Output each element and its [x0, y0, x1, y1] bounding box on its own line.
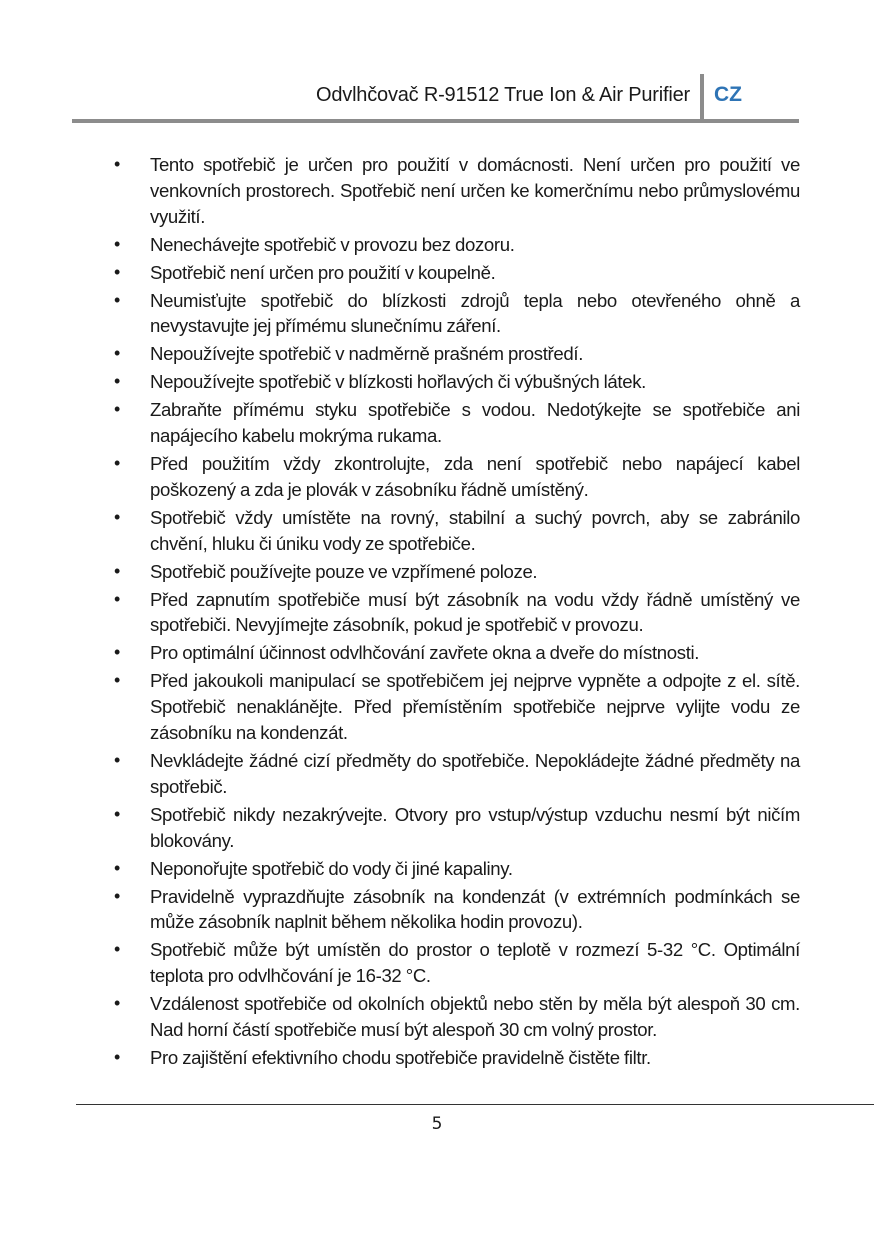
bullet-icon: •	[114, 453, 120, 474]
list-item	[110, 152, 800, 229]
list-item	[110, 505, 800, 557]
bullet-icon: •	[114, 560, 120, 581]
list-item	[110, 260, 800, 286]
list-item-text: Nepoužívejte spotřebič v blízkosti hořlavých či výbušných látek.	[150, 371, 646, 393]
list-item-text: Pro optimální účinnost odvlhčování zavřete okna a dveře do místnosti.	[150, 642, 700, 664]
list-item	[110, 587, 800, 639]
list-item-text: Spotřebič není určen pro použití v koupelně.	[150, 261, 496, 283]
safety-instructions-list	[110, 152, 800, 1073]
list-item-text: Spotřebič vždy umístěte na rovný, stabilní a suchý povrch, aby se zabránilo chvění, hluku či úniku vody ze spotřebiče.	[150, 506, 800, 554]
bullet-icon: •	[114, 803, 120, 824]
bullet-icon: •	[114, 371, 120, 392]
page-number: 5	[431, 1114, 443, 1134]
list-item	[110, 856, 800, 882]
bullet-icon: •	[114, 749, 120, 770]
list-item-text: Neumisťujte spotřebič do blízkosti zdrojů tepla nebo otevřeného ohně a nevystavujte jej přímému slunečnímu záření.	[150, 289, 800, 337]
list-item	[110, 559, 800, 585]
header-rule	[72, 119, 799, 123]
list-item	[110, 937, 800, 989]
list-item	[110, 884, 800, 936]
bullet-icon: •	[114, 261, 120, 282]
list-item-text: Neponořujte spotřebič do vody či jiné kapaliny.	[150, 857, 513, 879]
bullet-icon: •	[114, 642, 120, 663]
language-code: CZ	[714, 83, 742, 106]
list-item-text: Nevkládejte žádné cizí předměty do spotřebiče. Nepokládejte žádné předměty na spotřebič.	[150, 749, 800, 797]
bullet-icon: •	[114, 1046, 120, 1067]
list-item-text: Tento spotřebič je určen pro použití v domácnosti. Není určen pro použití ve venkovních prostorech. Spotřebič není určen ke komerčnímu nebo průmyslovému využití.	[150, 154, 800, 227]
bullet-icon: •	[114, 857, 120, 878]
list-item-text: Před zapnutím spotřebiče musí být zásobník na vodu vždy řádně umístěný ve spotřebiči. Nevyjímejte zásobník, pokud je spotřebič v provozu.	[150, 588, 800, 636]
list-item-text: Vzdálenost spotřebiče od okolních objektů nebo stěn by měla být alespoň 30 cm. Nad horní částí spotřebiče musí být alespoň 30 cm volný prostor.	[150, 993, 800, 1040]
list-item	[110, 748, 800, 800]
list-item-text: Před jakoukoli manipulací se spotřebičem jej nejprve vypněte a odpojte z el. sítě. Spotřebič nenaklánějte. Před přemístěním spotřebiče nejprve vylijte vodu ze zásobníku na kondenzát.	[150, 670, 800, 743]
header-title: Odvlhčovač R-91512 True Ion & Air Purifier	[315, 84, 690, 106]
list-item	[110, 288, 800, 340]
list-item	[110, 991, 800, 1043]
header-separator	[700, 74, 704, 122]
list-item-text: Pro zajištění efektivního chodu spotřebiče pravidelně čistěte filtr.	[150, 1046, 651, 1068]
list-item	[110, 802, 800, 854]
list-item-text: Zabraňte přímému styku spotřebiče s vodou. Nedotýkejte se spotřebiče ani napájecího kabelu mokrýma rukama.	[150, 399, 800, 447]
bullet-icon: •	[114, 885, 120, 906]
list-item	[110, 397, 800, 449]
list-item-text: Spotřebič nikdy nezakrývejte. Otvory pro vstup/výstup vzduchu nesmí být ničím blokovány.	[150, 803, 800, 851]
bullet-icon: •	[114, 289, 120, 310]
page-header	[0, 70, 874, 122]
list-item	[110, 232, 800, 258]
list-item-text: Spotřebič může být umístěn do prostor o teplotě v rozmezí 5-32 °C. Optimální teplota pro odvlhčování je 16-32 °C.	[150, 939, 800, 987]
list-item	[110, 1045, 800, 1071]
bullet-icon: •	[114, 399, 120, 420]
bullet-icon: •	[114, 993, 120, 1014]
list-item-text: Nenechávejte spotřebič v provozu bez dozoru.	[150, 233, 515, 255]
bullet-icon: •	[114, 343, 120, 364]
list-item	[110, 640, 800, 666]
list-item	[110, 341, 800, 367]
bullet-icon: •	[114, 939, 120, 960]
list-item	[110, 451, 800, 503]
bullet-icon: •	[114, 670, 120, 691]
list-item-text: Spotřebič používejte pouze ve vzpřímené poloze.	[150, 560, 538, 582]
list-item-text: Pravidelně vyprazdňujte zásobník na kondenzát (v extrémních podmínkách se může zásobník naplnit během několika hodin provozu).	[150, 885, 800, 933]
list-item-text: Před použitím vždy zkontrolujte, zda není spotřebič nebo napájecí kabel poškozený a zda je plovák v zásobníku řádně umístěný.	[150, 453, 800, 500]
list-item	[110, 668, 800, 745]
bullet-icon: •	[114, 506, 120, 527]
bullet-icon: •	[114, 233, 120, 254]
bullet-icon: •	[114, 154, 120, 174]
list-item	[110, 369, 800, 395]
footer-rule	[76, 1104, 874, 1105]
bullet-icon: •	[114, 588, 120, 609]
list-item-text: Nepoužívejte spotřebič v nadměrně prašném prostředí.	[150, 343, 584, 365]
